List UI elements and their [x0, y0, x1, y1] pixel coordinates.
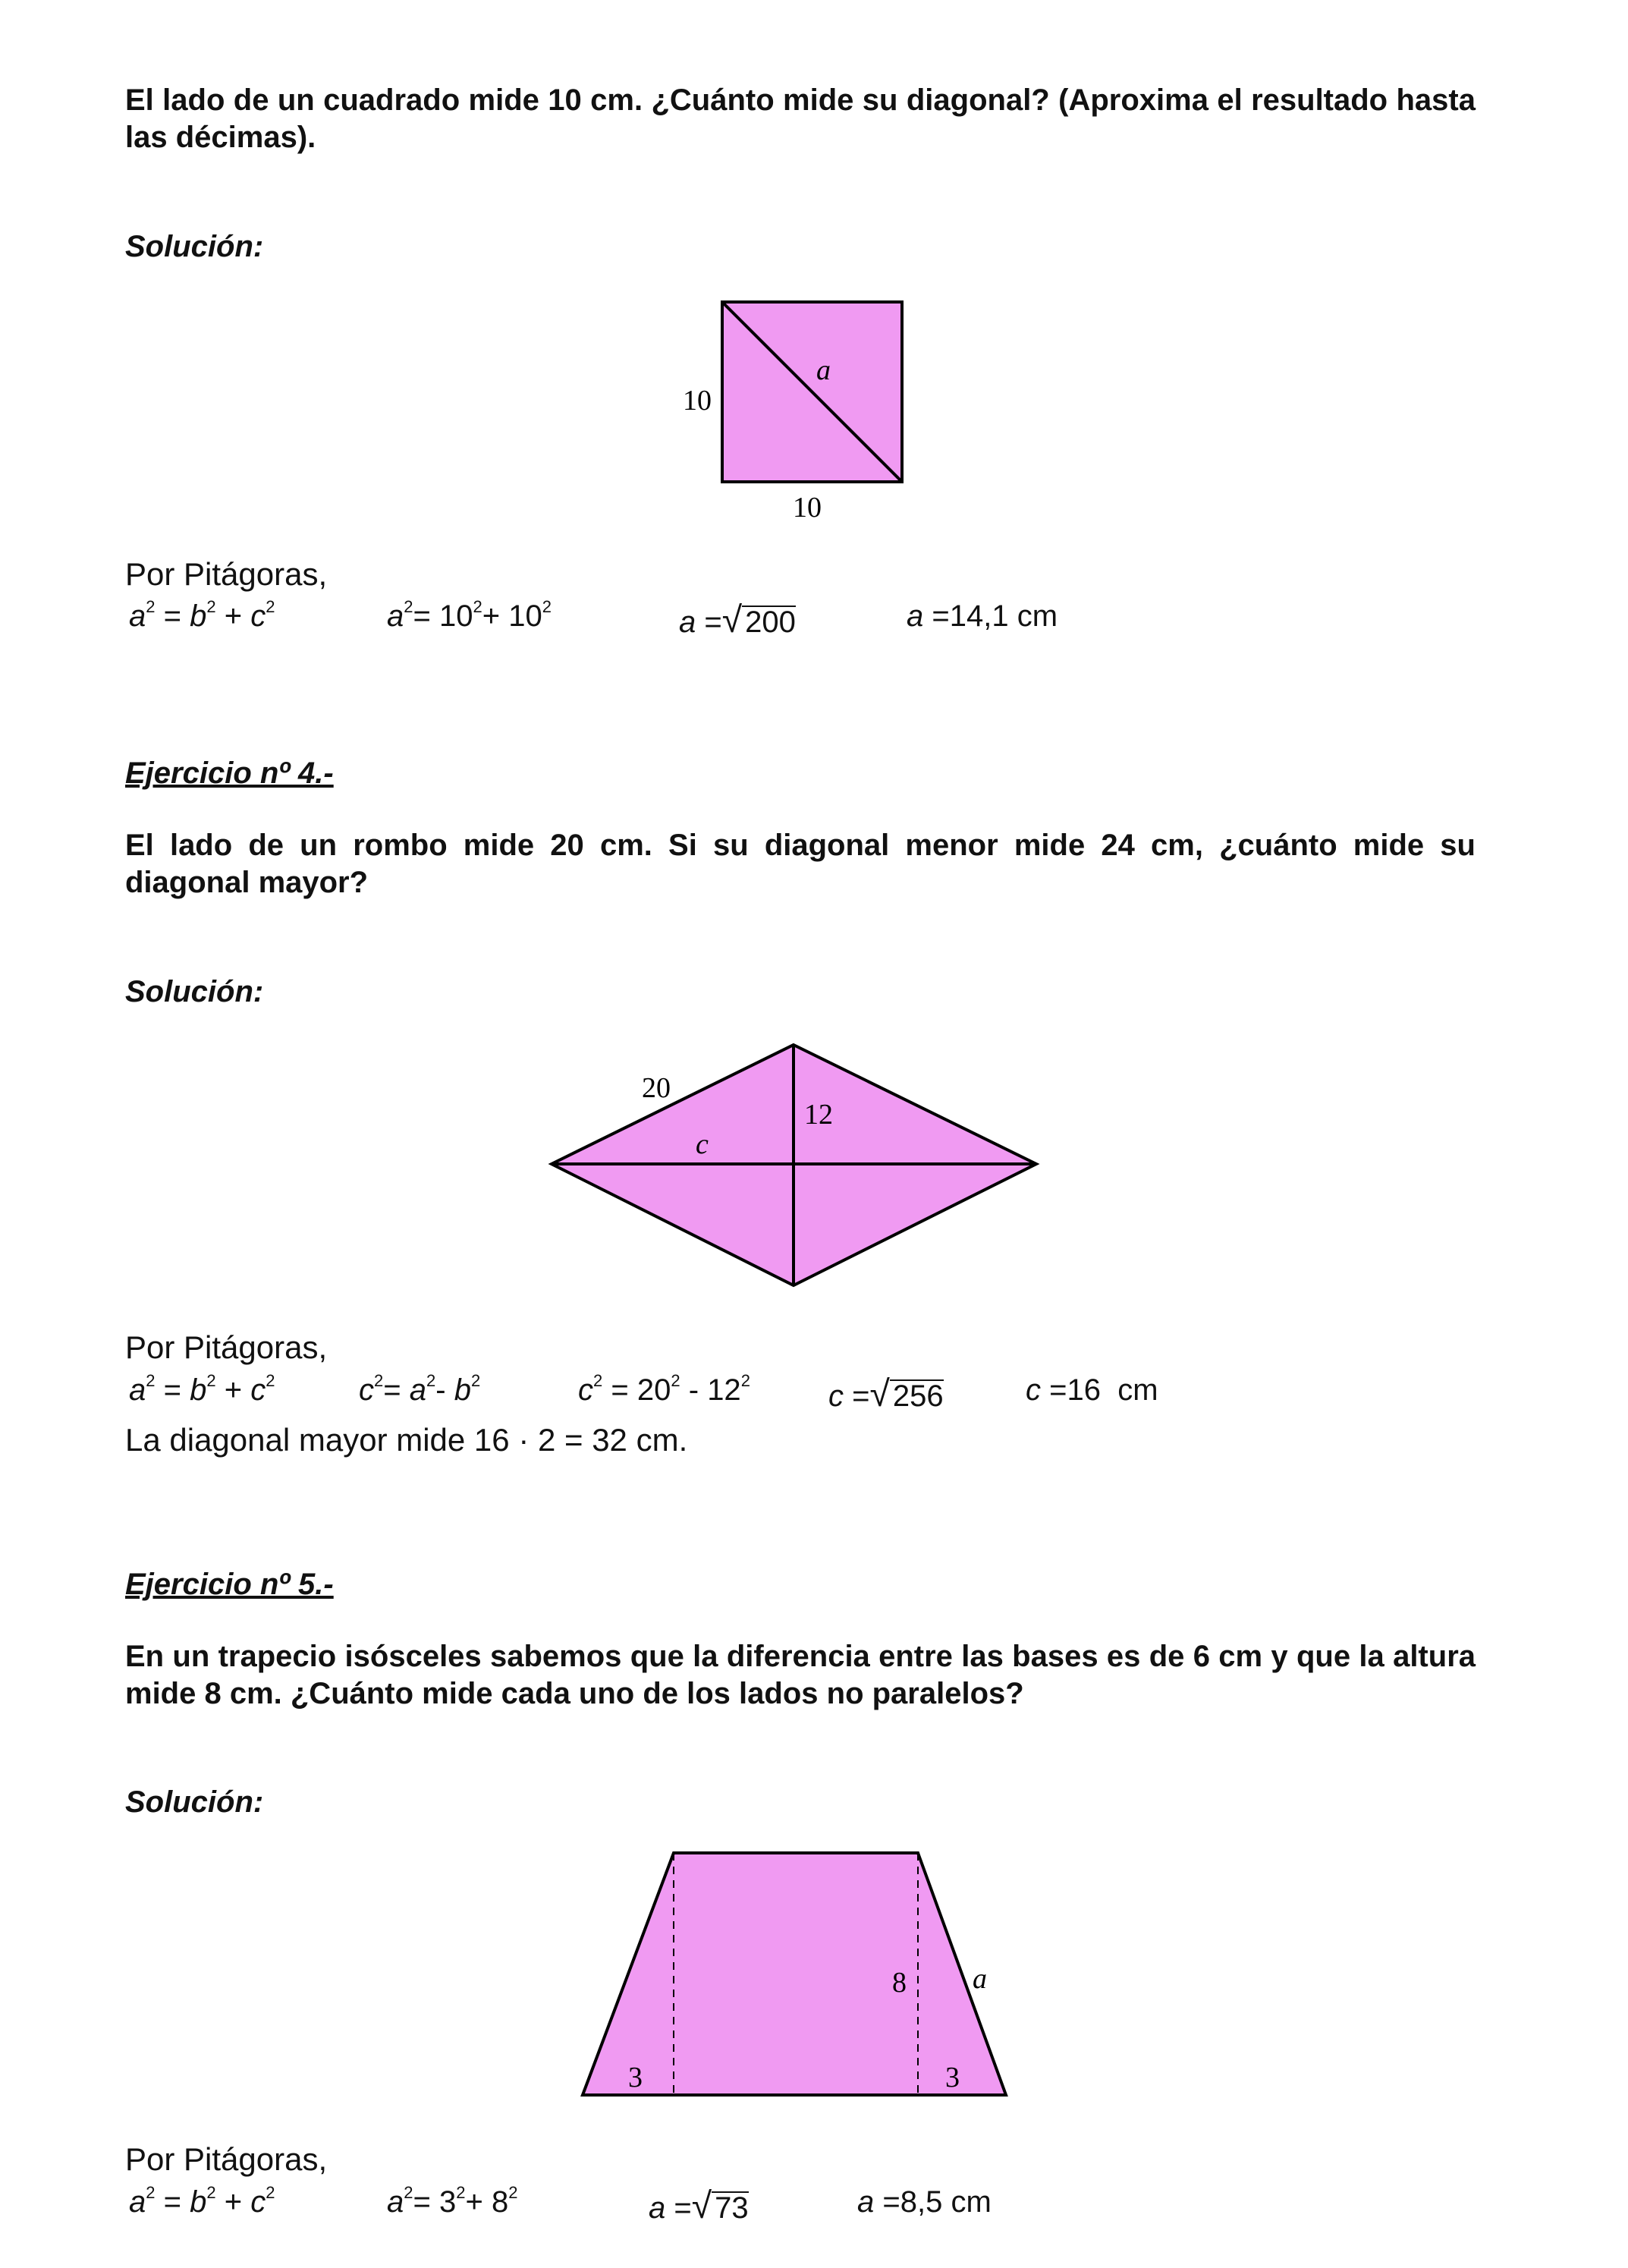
problem-5-step2: a =√ 73	[649, 2186, 749, 2226]
problem-4-step1: $c^2= a^2-$ $b^2$	[359, 1371, 481, 1407]
trapezoid-height-label: 8	[892, 1967, 907, 1999]
problem-3-pitagoras: Por Pitágoras,	[125, 556, 328, 592]
problem-3-result: a =14,1 cm	[907, 599, 1058, 633]
problem-4-solution-label: Solución:	[125, 975, 264, 1008]
problem-5-result: a =8,5 cm	[857, 2185, 992, 2219]
rhombus-figure	[552, 1045, 1036, 1285]
square-figure	[683, 302, 902, 524]
problem-4-conclusion: La diagonal mayor mide 16 · 2 = 32 cm.	[125, 1422, 688, 1458]
problem-3-step1: $a^2= 10^2+ 10^2$	[387, 597, 552, 633]
rhombus-half-major-label: c	[696, 1128, 709, 1160]
problem-5-title: Ejercicio nº 5.-	[125, 1568, 334, 1601]
problem-3-solution-label: Solución:	[125, 230, 264, 263]
trapezoid-shape	[583, 1853, 1006, 2095]
problem-5-solution-label: Solución:	[125, 1785, 264, 1819]
rhombus-side-label: 20	[642, 1072, 671, 1104]
square-side-left-label: 10	[683, 385, 712, 417]
problem-3-formula: $a^2 = b^2 + c^2$	[129, 597, 275, 633]
square-diagonal-label: a	[816, 354, 831, 386]
problem-5-step1: $a^2= 3^2+ 8^2$	[387, 2183, 518, 2219]
problem-4-formula: $a^2 = b^2 + c^2$	[129, 1371, 275, 1407]
trapezoid-left-base-label: 3	[628, 2062, 643, 2093]
problem-4-title: Ejercicio nº 4.-	[125, 757, 334, 790]
trapezoid-right-base-label: 3	[945, 2062, 960, 2093]
problem-4-question: El lado de un rombo mide 20 cm. Si su diagonal menor mide 24 cm, ¿cuánto mide su diagonal mayor?	[125, 829, 1476, 899]
problem-4-step3: c =√ 256	[828, 1374, 944, 1414]
problem-4-result: c =16 cm	[1026, 1373, 1158, 1407]
problem-5-formula: $a^2 = b^2 + c^2$	[129, 2183, 275, 2219]
trapezoid-figure	[583, 1853, 1006, 2095]
square-side-bottom-label: 10	[793, 492, 822, 524]
trapezoid-side-label: a	[973, 1963, 987, 1995]
problem-3-question: El lado de un cuadrado mide 10 cm. ¿Cuánto mide su diagonal? (Aproxima el resultado hasta las décimas).	[125, 83, 1476, 154]
problem-5-pitagoras: Por Pitágoras,	[125, 2141, 328, 2177]
problem-5-question: En un trapecio isósceles sabemos que la diferencia entre las bases es de 6 cm y que la altura mide 8 cm. ¿Cuánto mide cada uno de los lados no paralelos?	[125, 1640, 1476, 1710]
problem-3-step2: a =√ 200	[679, 600, 796, 640]
rhombus-half-minor-label: 12	[804, 1099, 833, 1131]
problem-4-pitagoras: Por Pitágoras,	[125, 1329, 328, 1365]
problem-4-step2: $c^2 = 20^2 - 12^2$	[578, 1371, 750, 1407]
